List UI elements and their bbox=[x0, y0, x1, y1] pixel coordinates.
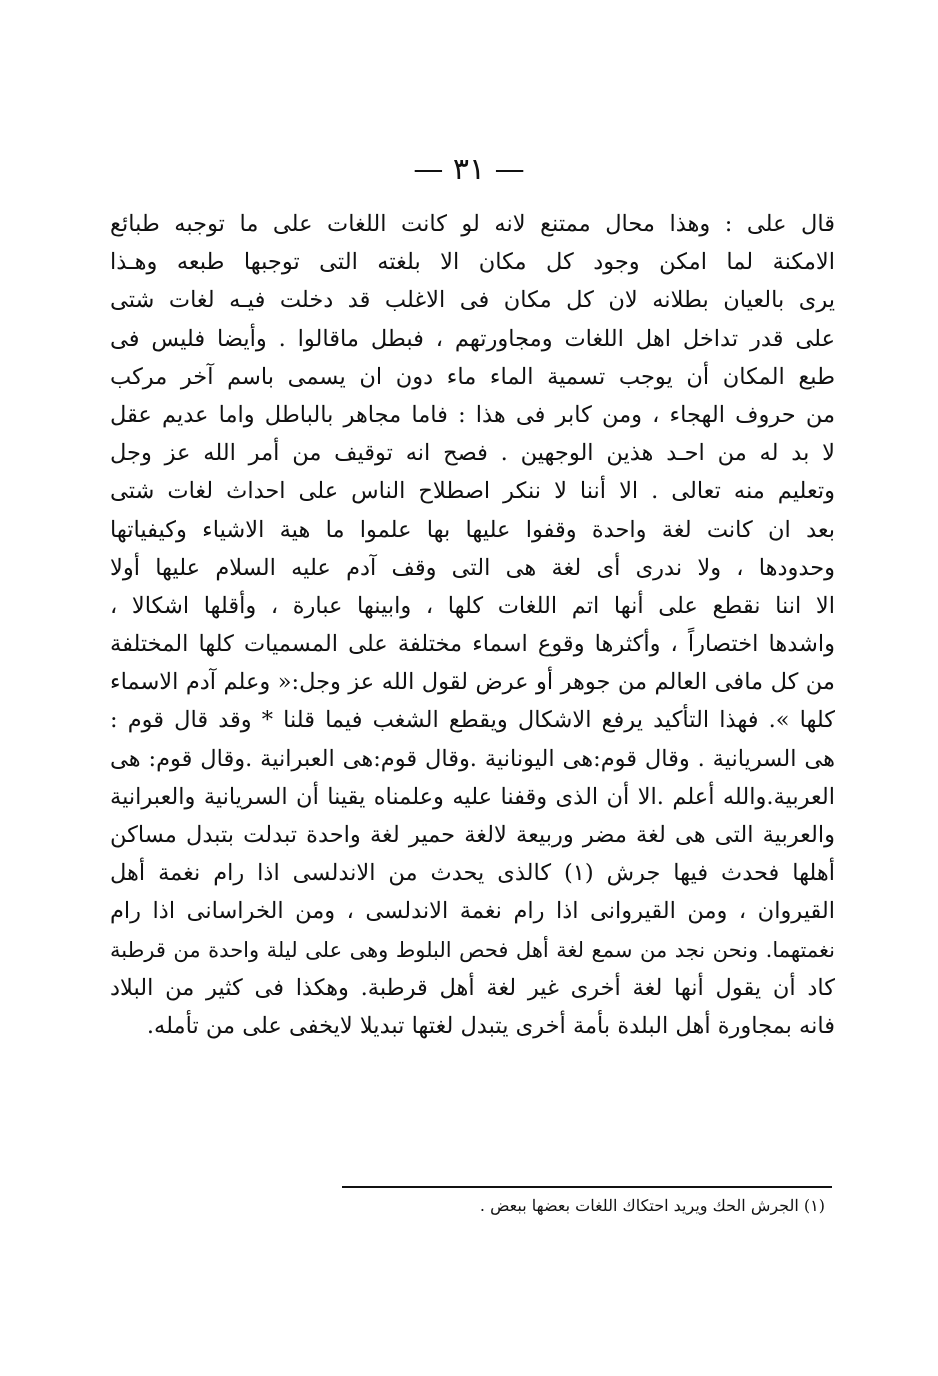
text-line: هى السريانية . وقال قوم:هى اليونانية .وقال قوم:هى العبرانية .وقال قوم: هى bbox=[110, 745, 835, 772]
text-line: بعد ان كانت لغة واحدة وقفوا عليها بها علموا ما هية الاشياء وكيفياتها bbox=[110, 516, 835, 543]
body-text bbox=[110, 205, 835, 1045]
text-line: والعربية التى هى لغة مضر وربيعة لالغة حمير لغة واحدة تبدلت بتبدل مساكن bbox=[110, 822, 835, 848]
text-line: أهلها فحدث فيها جرش (١) كالذى يحدث من الاندلسى اذا رام نغمة أهل bbox=[110, 860, 835, 887]
text-line: القيروان ، ومن القيروانى اذا رام نغمة الاندلسى ، ومن الخراسانى اذا رام bbox=[110, 898, 835, 925]
text-line: واشدها اختصاراً ، وأكثرها وقوع اسماء مختلفة على المسميات كلها المختلفة bbox=[110, 631, 835, 658]
text-line: وحدودها ، ولا ندرى أى لغة هى التى وقف آدم عليه السلام عليها أولا bbox=[110, 554, 835, 581]
footnote: (١) الجرش الحك ويريد احتكاك اللغات بعضها ببعض . bbox=[479, 1196, 825, 1215]
text-line: طبع المكان أن يوجب تسمية الماء ماء دون ان يسمى باسم آخر مركب bbox=[110, 363, 835, 390]
footnote-divider bbox=[342, 1186, 832, 1188]
text-line: وتعليم منه تعالى . الا أننا لا ننكر اصطلاح الناس على احداث لغات شتى bbox=[110, 478, 835, 505]
text-line: على قدر تداخل اهل اللغات ومجاورتهم ، فبطل ماقالوا . وأيضا فليس فى bbox=[110, 325, 835, 352]
text-line: الامكنة لما امكن وجود كل مكان الا بلغته التى توجبها طبعه وهـذا bbox=[110, 249, 835, 276]
text-line: يرى بالعيان بطلانه لان كل مكان فى الاغلب قد دخلت فيـه لغات شتى bbox=[110, 287, 835, 314]
text-line: قال على : وهذا محال ممتنع لانه لو كانت اللغات على ما توجبه طبائع bbox=[110, 211, 835, 237]
text-line: فانه بمجاورة أهل البلدة بأمة أخرى يتبدل لغتها تبديلا لايخفى على من تأمله. bbox=[146, 1012, 835, 1039]
text-line: العربية.والله أعلم .الا أن الذى وقفنا عليه وعلمناه يقينا أن السريانية والعبرانية bbox=[110, 783, 835, 810]
text-line: من كل مافى العالم من جوهر أو عرض لقول الله عز وجل:« وعلم آدم الاسماء bbox=[110, 669, 835, 696]
text-line: من حروف الهجاء ، ومن كابر فى هذا : فاما مجاهر بالباطل واما عديم عقل bbox=[110, 401, 835, 428]
text-line: لا بد له من احـد هذين الوجهين . فصح انه توقيف من أمر الله عز وجل bbox=[110, 440, 835, 467]
page-number: — ٣١ — bbox=[413, 152, 525, 187]
text-line: الا اننا نقطع على أنها اتم اللغات كلها ، وابينها عبارة ، وأقلها اشكالا ، bbox=[110, 592, 835, 619]
text-line: نغمتهما. ونحن نجد من سمع لغة أهل فحص البلوط وهى على ليلة واحدة من قرطبة bbox=[110, 937, 835, 962]
text-line: كلها ». فهذا التأكيد يرفع الاشكال ويقطع الشغب فيما قلنا * وقد قال قوم : bbox=[110, 707, 835, 734]
text-line: كاد أن يقول أنها لغة أخرى غير لغة أهل قرطبة. وهكذا فى كثير من البلاد bbox=[110, 974, 835, 1001]
